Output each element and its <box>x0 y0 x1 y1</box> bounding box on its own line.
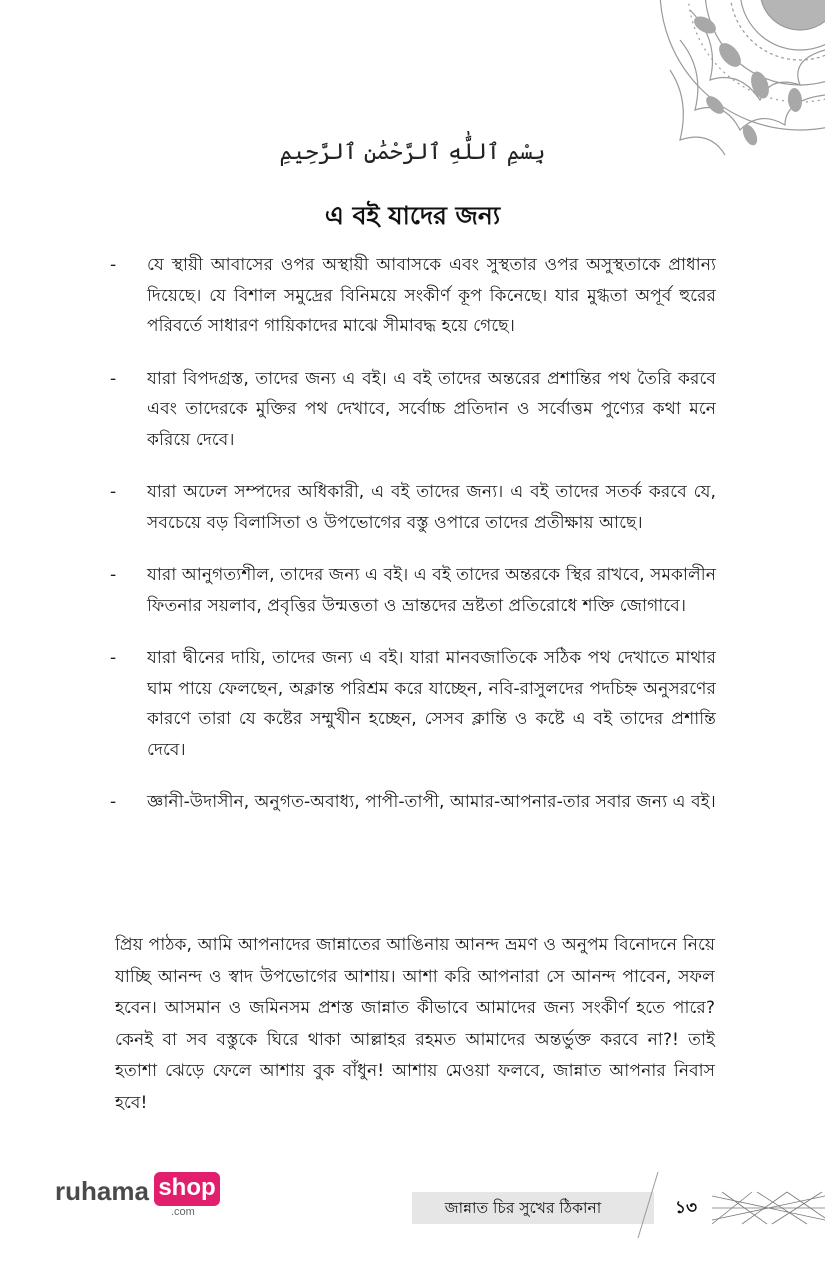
bismillah-calligraphy: بِسْمِ ٱللَّٰهِ ٱلرَّحْمَٰنِ ٱلرَّحِيمِ <box>279 140 546 165</box>
closing-paragraph: প্রিয় পাঠক, আমি আপনাদের জান্নাতের আঙিনায় আনন্দ ভ্রমণ ও অনুপম বিনোদনে নিয়ে যাচ্ছি আনন্দ ও স্বাদ উপভোগের আশায়। আশা করি আপনারা সে আনন্দ পাবেন, সফল হবেন। আসমান ও জমিনসম প্রশস্ত জান্নাত কীভাবে আমাদের জন্য সংকীর্ণ হতে পারে? কেনই বা সব বস্তুকে ঘিরে থাকা আল্লাহর রহমত আমাদের অন্তর্ভুক্ত করবে না?! তাই হতাশা ঝেড়ে ফেলে আশায় বুক বাঁধুন! আশায় মেওয়া ফলবে, জান্নাত আপনার নিবাস হবে! <box>115 935 715 1113</box>
list-item <box>110 477 716 538</box>
page-title: এ বই যাদের জন্য <box>324 201 501 230</box>
list-item-text: যারা দ্বীনের দায়ি, তাদের জন্য এ বই। যারা মানবজাতিকে সঠিক পথ দেখাতে মাথার ঘাম পায়ে ফেলছেন, অক্লান্ত পরিশ্রম করে যাচ্ছেন, নবি-রাসুলদের পদচিহ্ন অনুসরণের কারণে তারা যে কষ্টের সম্মুখীন হচ্ছেন, সেসব ক্লান্তি ও কষ্টে এ বই তাদের প্রশান্তি দেবে। <box>147 648 716 760</box>
list-dash: - <box>110 565 117 585</box>
list-item <box>110 250 716 342</box>
running-title: জান্নাত চির সুখের ঠিকানা <box>444 1199 602 1217</box>
list-dash: - <box>110 648 117 668</box>
list-item-text: যারা বিপদগ্রস্ত, তাদের জন্য এ বই। এ বই তাদের অন্তরের প্রশান্তির পথ তৈরি করবে এবং তাদেরকে মুক্তির পথ দেখাবে, সর্বোচ্চ প্রতিদান ও সর্বোত্তম পুণ্যের কথা মনে করিয়ে দেবে। <box>147 368 716 450</box>
logo-text: ruhama <box>55 1176 149 1206</box>
list-dash: - <box>110 482 117 502</box>
list-item <box>110 364 716 456</box>
logo-badge: shop <box>154 1172 220 1206</box>
list-item <box>110 560 716 621</box>
list-dash: - <box>110 368 117 389</box>
mandala-ornament-icon <box>610 0 825 160</box>
list-dash: - <box>110 792 117 812</box>
list-item-text: জ্ঞানী-উদাসীন, অনুগত-অবাধ্য, পাপী-তাপী, আমার-আপনার-তার সবার জন্য এ বই। <box>147 792 716 812</box>
page-number: ১৩ <box>674 1198 698 1218</box>
list-item-text: যারা আনুগত্যশীল, তাদের জন্য এ বই। এ বই তাদের অন্তরকে স্থির রাখবে, সমকালীন ফিতনার সয়লাব, প্রবৃত্তির উন্মত্ততা ও ভ্রান্তদের ভ্রষ্টতা প্রতিরোধে শক্তি জোগাবে। <box>147 565 716 616</box>
audience-list <box>110 250 716 840</box>
logo-domain: .com <box>171 1206 195 1218</box>
geometric-pattern-icon <box>712 1188 825 1228</box>
list-dash: - <box>110 255 117 275</box>
list-item-text: যে স্থায়ী আবাসের ওপর অস্থায়ী আবাসকে এবং সুস্থতার ওপর অসুস্থতাকে প্রাধান্য দিয়েছে। যে বিশাল সমুদ্রের বিনিময়ে সংকীর্ণ কূপ কিনেছে। যার মুগ্ধতা অপূর্ব হুরের পরিবর্তে সাধারণ গায়িকাদের মাঝে সীমাবদ্ধ হয়ে গেছে। <box>147 255 716 336</box>
list-item <box>110 643 716 765</box>
list-item <box>110 787 716 818</box>
list-item-text: যারা অঢেল সম্পদের অধিকারী, এ বই তাদের জন্য। এ বই তাদের সতর্ক করবে যে, সবচেয়ে বড় বিলাসিতা ও উপভোগের বস্তু ওপারে তাদের প্রতীক্ষায় আছে। <box>147 482 716 533</box>
